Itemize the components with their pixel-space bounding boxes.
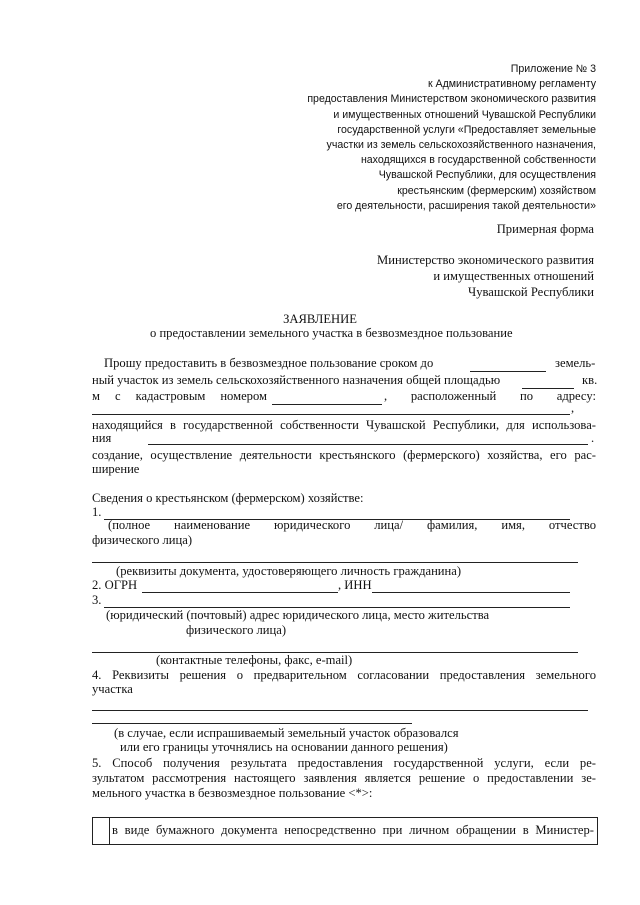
form-type-label: Примерная форма [496, 222, 594, 236]
addressee-line: и имущественных отношений [433, 269, 594, 283]
farm-hint-3a: (юридический (почтовый) адрес юридического лица, место жительства [106, 608, 490, 622]
farm-hint-1a: (полное наименование юридического лица/ фамилия, имя, отчество [108, 518, 596, 532]
farm-hint-3b: физического лица) [186, 623, 287, 637]
identity-doc-field-line[interactable] [92, 562, 578, 563]
farm-item-5a: 5. Способ получения результата предоставления государственной услуги, если ре- [92, 756, 596, 770]
farm-heading: Сведения о крестьянском (фермерском) хозяйстве: [92, 491, 364, 505]
inn-field-line[interactable] [372, 592, 570, 593]
farm-item-4a: 4. Реквизиты решения о предварительном согласовании предоставления земельного [92, 668, 596, 682]
body-line-6: ния [92, 431, 112, 445]
addressee [377, 252, 594, 300]
document-title: ЗАЯВЛЕНИЕ [283, 312, 357, 326]
body-line-1a: Прошу предоставить в безвозмездное пользование сроком до [104, 356, 434, 370]
appendix-line: и имущественных отношений Чувашской Республики [333, 108, 596, 121]
appendix-line: предоставления Министерством экономического развития [307, 93, 596, 106]
address-field-line[interactable] [92, 414, 570, 415]
farm-hint-3c: (контактные телефоны, факс, e-mail) [156, 653, 353, 667]
body-line-2a: ный участок из земель сельскохозяйственного назначения общей площадью [92, 373, 501, 387]
body-line-6-dot: . [591, 431, 595, 445]
appendix-line: крестьянским (фермерским) хозяйством [397, 184, 596, 197]
usage-field-line[interactable] [148, 444, 588, 445]
appendix-header [307, 62, 596, 214]
body-line-2b: кв. [582, 373, 598, 387]
decision-field-line-1[interactable] [92, 710, 588, 711]
appendix-line: государственной услуги «Предоставляет земельные [337, 123, 596, 136]
body-line-4-comma: , [571, 401, 575, 415]
farm-item-5c: мельного участка в безвозмездное пользование <*>: [92, 786, 373, 800]
farm-hint-4a: (в случае, если испрашиваемый земельный участок образовался [114, 726, 459, 740]
farm-ogrn-label: 2. ОГРН [92, 578, 138, 592]
body-line-3a: м с кадастровым номером [92, 389, 267, 403]
decision-field-line-2[interactable] [92, 723, 412, 724]
farm-inn-label: , ИНН [338, 578, 372, 592]
body-line-1b: земель- [555, 356, 596, 370]
farm-hint-1b: физического лица) [92, 533, 193, 547]
appendix-line: участки из земель сельскохозяйственного назначения, [326, 139, 596, 152]
addressee-line: Министерство экономического развития [377, 253, 594, 267]
farm-item-5b: зультатом рассмотрения настоящего заявления является решение о предоставлении зе- [92, 771, 596, 785]
option-checkbox[interactable] [92, 817, 110, 845]
ogrn-field-line[interactable] [142, 592, 338, 593]
cadastral-field-line[interactable] [272, 404, 382, 405]
body-line-8: ширение [92, 462, 140, 476]
appendix-line: Приложение № 3 [510, 63, 596, 75]
farm-item-1-number: 1. [92, 505, 102, 519]
body-line-5: находящийся в государственной собственности Чувашской Республики, для использова- [92, 418, 596, 432]
appendix-line: его деятельности, расширения такой деятельности» [336, 199, 596, 212]
appendix-line: находящихся в государственной собственности [360, 154, 596, 167]
farm-item-4b: участка [92, 682, 133, 696]
farm-hint-2: (реквизиты документа, удостоверяющего личность гражданина) [116, 564, 462, 578]
appendix-line: к Административному регламенту [427, 78, 596, 91]
addressee-line: Чувашской Республики [468, 285, 594, 299]
body-line-7: создание, осуществление деятельности крестьянского (фермерского) хозяйства, его рас- [92, 448, 596, 462]
appendix-line: Чувашской Республики, для осуществления [378, 169, 596, 182]
document-subtitle: о предоставлении земельного участка в безвозмездное пользование [150, 326, 513, 340]
farm-item-3-number: 3. [92, 593, 102, 607]
farm-hint-4b: или его границы уточнялись на основании данного решения) [120, 740, 448, 754]
date-field-line[interactable] [470, 371, 546, 372]
body-line-3b: , расположенный по адресу: [384, 389, 596, 403]
option-paper-document: в виде бумажного документа непосредственно при личном обращении в Министер- [112, 823, 594, 837]
